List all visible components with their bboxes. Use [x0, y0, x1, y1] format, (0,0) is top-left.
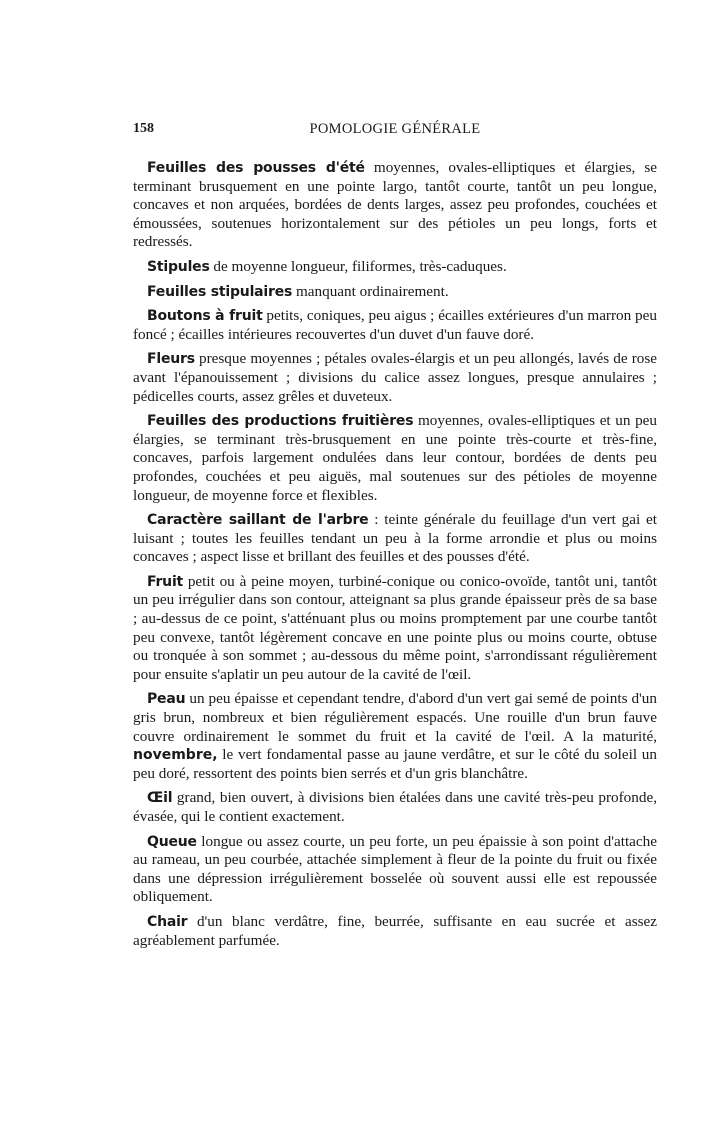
paragraph-stalk: [133, 833, 657, 907]
paragraph-text: de moyenne longueur, filiformes, très-caduques.: [209, 257, 507, 275]
paragraph-summer-shoot-leaves: [133, 159, 657, 252]
paragraph-fruit-buds: [133, 307, 657, 344]
paragraph-term: Queue: [147, 833, 197, 850]
paragraph-term: Fruit: [147, 573, 184, 590]
paragraph-term: Feuilles des pousses d'été: [147, 160, 365, 176]
paragraph-text: moyennes, ovales-elliptiques et élargies, se terminant brusquement en une pointe largo, tantôt courte, tantôt un peu longue, concaves et non arquées, bordées de dents larges, assez peu profondes, couchées et émoussées, soutenues horizontalement sur des pétioles un peu longs, forts et redressés.: [133, 159, 658, 251]
running-title: POMOLOGIE GÉNÉRALE: [309, 121, 481, 137]
paragraph-term: Boutons à fruit: [147, 308, 263, 325]
page-header: [133, 120, 657, 142]
paragraph-skin: [133, 690, 657, 783]
paragraph-term: Stipules: [147, 258, 210, 275]
paragraph-term: Feuilles stipulaires: [147, 283, 293, 300]
paragraph-text: presque moyennes ; pétales ovales-élargis et un peu allongés, lavés de rose avant l'épanouissement ; divisions du calice assez longues, presque annulaires ; pédicelles courts, assez grêles et duveteux.: [133, 350, 657, 405]
paragraph-fruit: [133, 573, 657, 685]
paragraph-stipular-leaves: [133, 283, 657, 302]
paragraph-text: grand, bien ouvert, à divisions bien étalées dans une cavité très-peu profonde, évasée, qui le contient exactement.: [133, 789, 657, 825]
paragraph-text: d'un blanc verdâtre, fine, beurrée, suffisante en eau sucrée et assez agréablement parfumée.: [133, 912, 657, 949]
ripening-month: novembre,: [133, 747, 218, 764]
paragraph-text: : teinte générale du feuillage d'un vert gai et luisant ; toutes les feuilles tendant un peu à la forme arrondie et plus ou moins concaves ; aspect lisse et brillant des feuilles et des pousses d'été.: [133, 511, 657, 566]
paragraph-term: Fleurs: [147, 351, 195, 368]
paragraph-text: longue ou assez courte, un peu forte, un peu épaissie à son point d'attache au rameau, un peu courbée, attachée simplement à fleur de la pointe du fruit ou fixée dans une dépression irrégulièrement bosselée où souvent aussi elle est repoussée obliquement.: [133, 832, 657, 906]
paragraph-term: Œil: [147, 790, 173, 807]
paragraph-flesh: [133, 913, 657, 950]
paragraph-flowers: [133, 350, 657, 406]
book-page: [133, 120, 657, 956]
page-number: 158: [133, 121, 154, 136]
paragraph-term: Chair: [147, 913, 188, 930]
paragraph-text: moyennes, ovales-elliptiques et un peu élargies, se terminant très-brusquement en une pointe très-courte et très-fine, concaves, parfois largement ondulées dans leur contour, bordées de dents peu profondes, couchées et peu aiguës, mal soutenues sur des pétioles de moyenne longueur, de moyenne force et flexibles.: [133, 412, 658, 504]
paragraph-term: Feuilles des productions fruitières: [147, 413, 414, 430]
paragraph-text: un peu épaisse et cependant tendre, d'abord d'un vert gai semé de points d'un gris brun, nombreux et bien régulièrement espacés. Une rouille d'un brun fauve couvre ordinairement le sommet du fruit et la cavité de l'œil. A la maturité,: [133, 690, 657, 745]
paragraph-text: le vert fondamental passe au jaune verdâtre, et sur le côté du soleil un peu doré, ressortent des points bien serrés et d'un gris blanchâtre.: [133, 746, 657, 782]
paragraph-eye: [133, 789, 657, 826]
paragraph-text: petits, coniques, peu aigus ; écailles extérieures d'un marron peu foncé ; écailles intérieures recouvertes d'un duvet d'un fauve doré.: [133, 307, 657, 343]
paragraph-tree-character: [133, 511, 657, 567]
paragraph-stipules: [133, 258, 657, 277]
paragraph-term: Caractère saillant de l'arbre: [147, 512, 369, 529]
paragraph-text: petit ou à peine moyen, turbiné-conique ou conico-ovoïde, tantôt uni, tantôt un peu irrégulier dans son contour, atteignant sa plus grande épaisseur près de sa base ; au-dessus de ce point, s'atténuant plus ou moins promptement par une courbe tantôt peu convexe, tantôt légèrement concave en une pointe plus ou moins courte, obtuse ou tronquée à son sommet ; au-dessous du même point, s'arrondissant régulièrement pour ensuite s'aplatir un peu autour de la cavité de l'œil.: [133, 572, 657, 683]
paragraph-fruiting-leaves: [133, 412, 657, 505]
paragraph-term: Peau: [147, 691, 186, 708]
paragraph-text: manquant ordinairement.: [292, 282, 449, 300]
